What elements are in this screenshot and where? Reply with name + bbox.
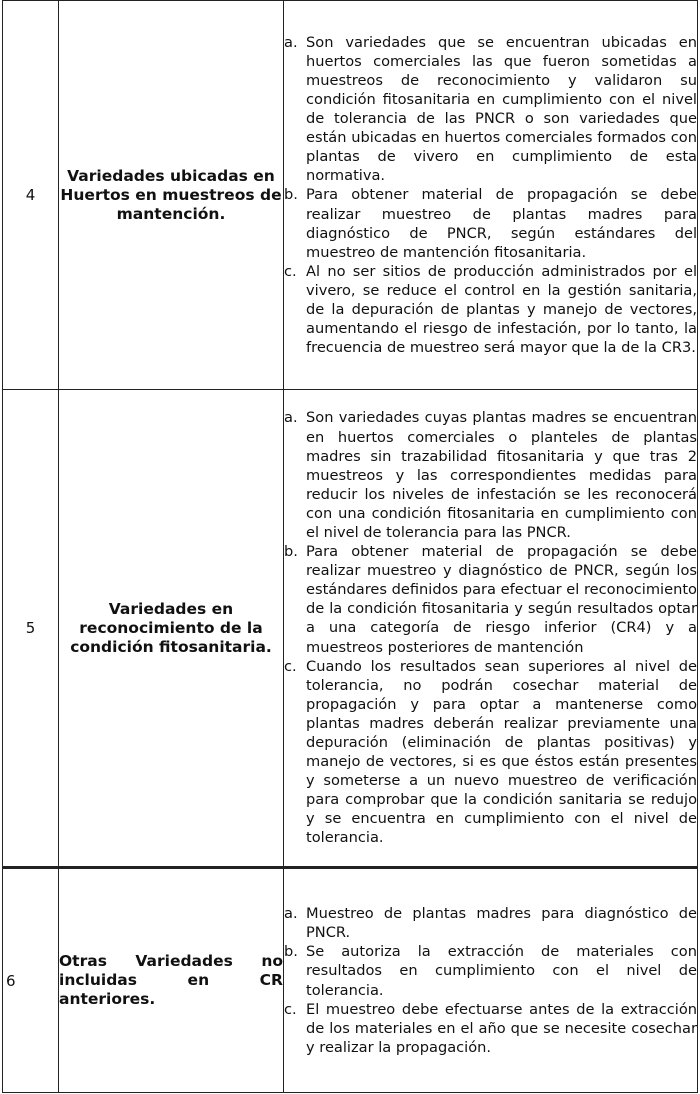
list-item	[284, 262, 697, 357]
item-text: Son variedades que se encuentran ubicadas en huertos comerciales las que fueron sometidas a muestreos de reconocimiento y validaron su condición fitosanitaria en cumplimiento con el nivel de tolerancia de las PNCR o son variedades que están ubicadas en huertos comerciales formados con plantas de vivero en cumplimiento de esta normativa.	[306, 33, 697, 185]
table-row	[3, 1, 698, 390]
list-item	[284, 657, 697, 848]
item-list	[284, 904, 697, 1057]
item-letter: c.	[284, 657, 297, 675]
item-list	[284, 33, 697, 358]
item-letter: c.	[284, 262, 297, 280]
list-item	[284, 542, 697, 657]
category-name: Variedades en reconocimiento de la condición fitosanitaria.	[59, 390, 284, 868]
item-letter: b.	[284, 186, 298, 204]
list-item	[284, 185, 697, 261]
category-description	[284, 1, 698, 390]
item-text: Cuando los resultados sean superiores al nivel de tolerancia, no podrán cosechar material de propagación y para optar a mantenerse como plantas madres deberán realizar previamente una depuración (eliminación de plantas positivas) y manejo de vectores, si es que éstos están presentes y someterse a un nuevo muestreo de verificación para comprobar que la condición sanitaria se redujo y se encuentra en cumplimiento con el nivel de tolerancia.	[306, 657, 697, 847]
item-letter: a.	[284, 33, 298, 51]
item-text: Al no ser sitios de producción administrados por el vivero, se reduce el control en la gestión sanitaria, de la depuración de plantas y manejo de vectores, aumentando el riesgo de infestación, por lo tanto, la frecuencia de muestreo será mayor que la de la CR3.	[306, 262, 697, 357]
category-name: Variedades ubicadas en Huertos en muestreos de mantención.	[59, 1, 284, 390]
item-text: Para obtener material de propagación se debe realizar muestreo de plantas madres para diagnóstico de PNCR, según estándares del muestreo de mantención fitosanitaria.	[306, 186, 697, 261]
list-item	[284, 408, 697, 542]
list-item	[284, 1000, 697, 1057]
category-description	[284, 390, 698, 868]
item-list	[284, 408, 697, 847]
list-item	[284, 942, 697, 999]
risk-category-table	[2, 0, 698, 1093]
table-row	[3, 390, 698, 868]
item-text: Para obtener material de propagación se debe realizar muestreo y diagnóstico de PNCR, según los estándares definidos para efectuar el reconocimiento de la condición fitosanitaria y según resultados optar a una categoría de riesgo inferior (CR4) y a muestreos posteriores de mantención	[306, 543, 697, 656]
item-letter: c.	[284, 1000, 297, 1018]
item-letter: a.	[284, 409, 298, 427]
list-item	[284, 33, 697, 186]
row-number: 4	[3, 1, 59, 390]
item-letter: a.	[284, 905, 298, 923]
category-name: Otras Variedades no incluidas en CR anteriores.	[59, 868, 284, 1093]
item-text: Muestreo de plantas madres para diagnóstico de PNCR.	[306, 905, 697, 942]
list-item	[284, 904, 697, 942]
item-text: El muestreo debe efectuarse antes de la extracción de los materiales en el año que se necesite cosechar y realizar la propagación.	[306, 1000, 697, 1056]
row-number: 5	[3, 390, 59, 868]
item-letter: b.	[284, 543, 298, 561]
item-text: Son variedades cuyas plantas madres se encuentran en huertos comerciales o planteles de plantas madres sin trazabilidad fitosanitaria y que tras 2 muestreos y las correspondientes medidas para reducir los niveles de infestación se les reconocerá con una condición fitosanitaria en cumplimiento con el nivel de tolerancia para las PNCR.	[306, 409, 697, 541]
item-text: Se autoriza la extracción de materiales con resultados en cumplimiento con el nivel de tolerancia.	[306, 943, 697, 999]
category-description	[284, 868, 698, 1093]
item-letter: b.	[284, 943, 298, 961]
row-number: 6	[3, 868, 59, 1093]
table-row	[3, 868, 698, 1093]
